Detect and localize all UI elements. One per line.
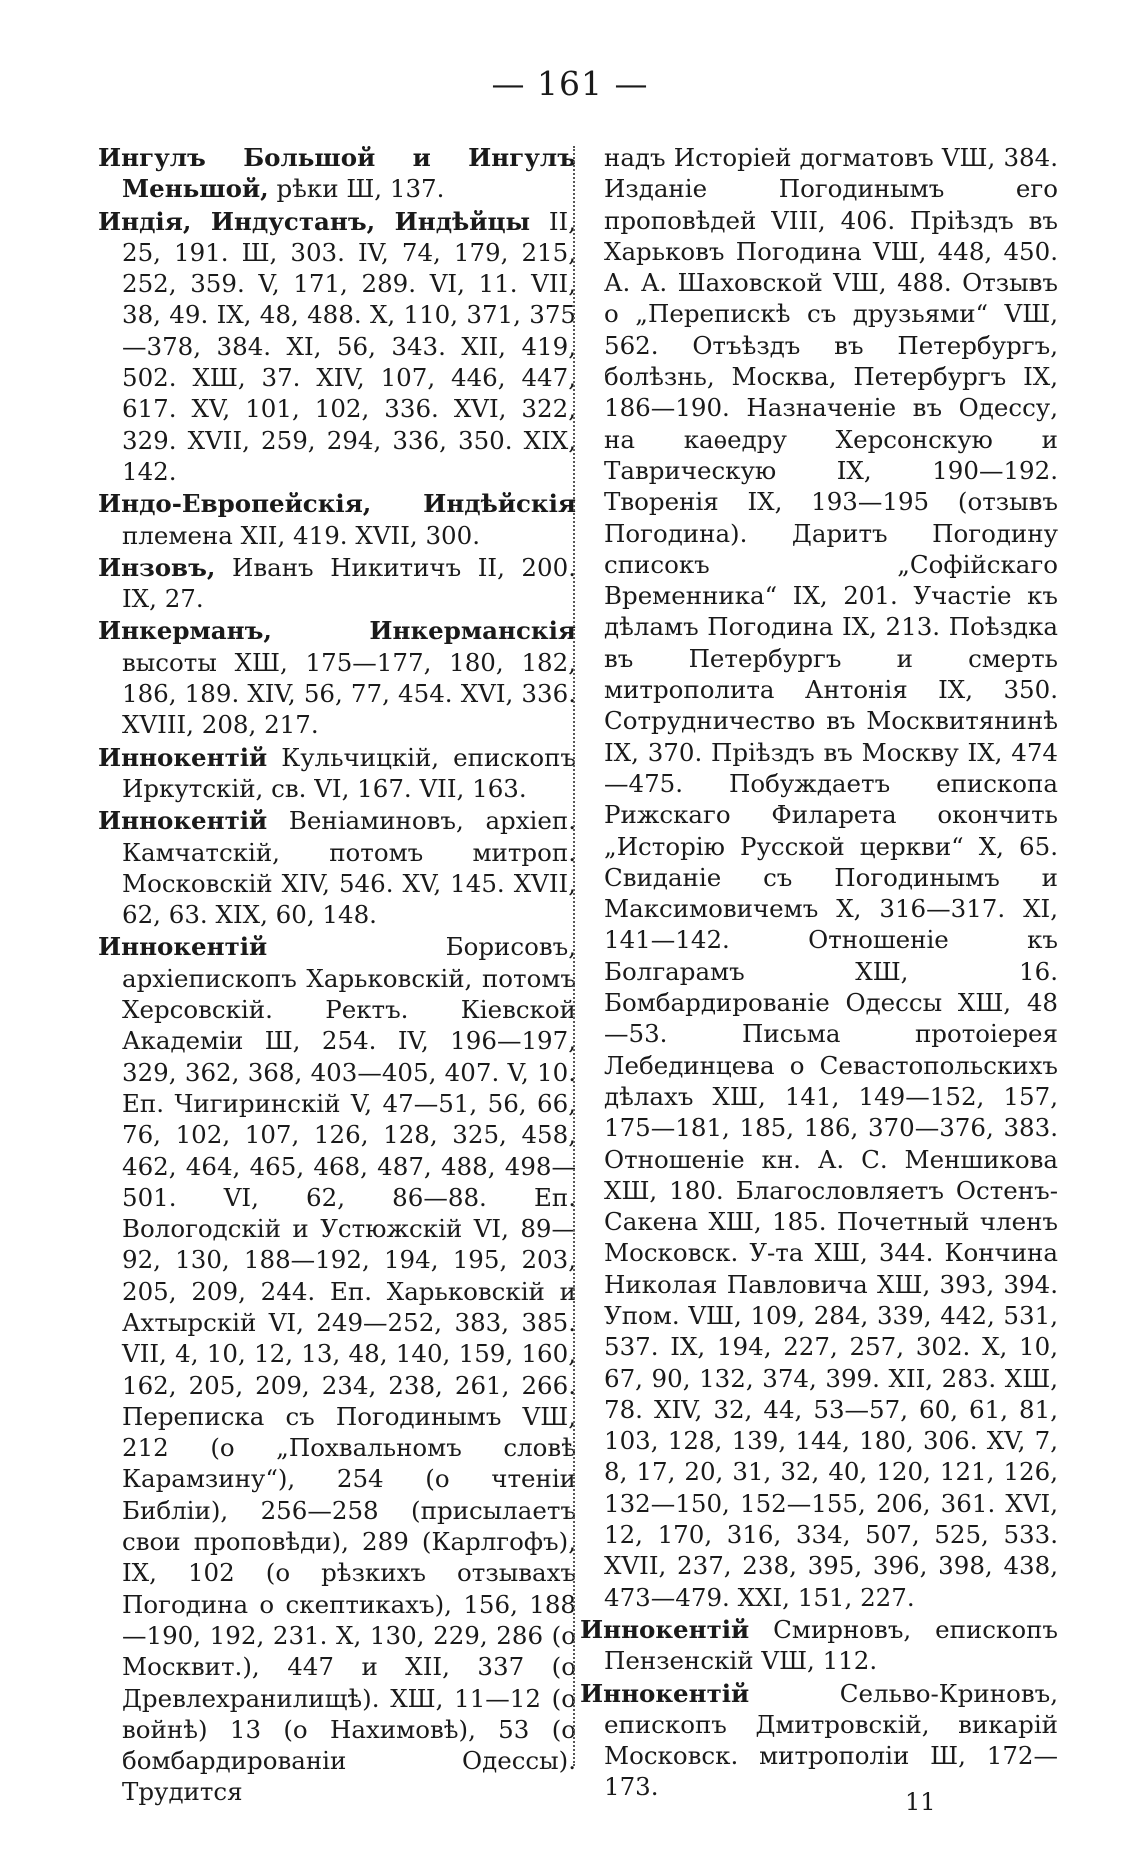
index-entry: Ингулъ Большой и Ингулъ Меньшой, рѣки Ш, 137.: [98, 143, 576, 204]
index-entry: Индо-Европейскія, Индѣйскія племена XII, 419. XVII, 300.: [98, 489, 576, 550]
page-number: — 161 —: [491, 64, 649, 103]
index-entry: Иннокентій Веніаминовъ, архіеп. Камчатскій, потомъ митроп. Московскій XIV, 546. XV, 145. XVII, 62, 63. XIX, 60, 148.: [98, 806, 576, 930]
index-entry: Иннокентій Смирновъ, епископъ Пензенскій VШ, 112.: [580, 1614, 1058, 1676]
right-column: [580, 142, 1058, 1804]
index-entry: Инзовъ, Иванъ Никитичъ II, 200. IX, 27.: [98, 552, 576, 614]
index-entry: Индія, Индустанъ, Индѣйцы II, 25, 191. Ш, 303. IV, 74, 179, 215, 252, 359. V, 171, 289. VI, 11. VII, 38, 49. IX, 48, 488. X, 110, 371, 375—378, 384. XI, 56, 343. XII, 419, 502. XШ, 37. XIV, 107, 446, 447, 617. XV, 101, 102, 336. XVI, 322, 329. XVII, 259, 294, 336, 350. XIX, 142.: [98, 206, 576, 486]
index-entry: Иннокентій Кульчицкій, епископъ Иркутскій, св. VI, 167. VII, 163.: [98, 742, 576, 803]
index-entry: Инкерманъ, Инкерманскія высоты XШ, 175—177, 180, 182, 186, 189. XIV, 56, 77, 454. XVI, 336. XVIII, 208, 217.: [98, 616, 576, 740]
index-entry-continued: надъ Исторіей догматовъ VШ, 384. Изданіе Погодинымъ его проповѣдей VIII, 406. Пріѣздъ въ Харьковъ Погодина VШ, 448, 450. А. А. Шаховской VШ, 488. Отзывъ о „Перепискѣ съ друзьями“ VШ, 562. Отъѣздъ въ Петербургъ, болѣзнь, Москва, Петербургъ IX, 186—190. Назначеніе въ Одессу, на каѳедру Херсонскую и Таврическую IX, 190—192. Творенія IX, 193—195 (отзывъ Погодина). Даритъ Погодину списокъ „Софійскаго Временника“ IX, 201. Участіе къ дѣламъ Погодина IX, 213. Поѣздка въ Петербургъ и смерть митрополита Антонія IX, 350. Сотрудничество въ Москвитянинѣ IX, 370. Пріѣздъ въ Москву IX, 474—475. Побуждаетъ епископа Рижскаго Филарета окончить „Исторію Русской церкви“ X, 65. Свиданіе съ Погодинымъ и Максимовичемъ X, 316—317. XI, 141—142. Отношеніе къ Болгарамъ XШ, 16. Бомбардированіе Одессы XШ, 48—53. Письма протоіерея Лебединцева о Севастопольскихъ дѣлахъ XШ, 141, 149—152, 157, 175—181, 185, 186, 370—376, 383. Отношеніе кн. А. С. Меншикова XШ, 180. Благословляетъ Остенъ-Сакена XШ, 185. Почетный членъ Московск. У-та XШ, 344. Кончина Николая Павловича XШ, 393, 394. Упом. VШ, 109, 284, 339, 442, 531, 537. IX, 194, 227, 257, 302. X, 10, 67, 90, 132, 374, 399. XII, 283. XШ, 78. XIV, 32, 44, 53—57, 60, 61, 81, 103, 128, 139, 144, 180, 306. XV, 7, 8, 17, 20, 31, 32, 40, 120, 121, 126, 132—150, 152—155, 206, 361. XVI, 12, 170, 316, 334, 507, 525, 533. XVII, 237, 238, 395, 396, 398, 438, 473—479. XXI, 151, 227.: [604, 143, 1058, 1612]
left-column: [98, 142, 576, 1809]
signature-mark: 11: [905, 1788, 936, 1816]
index-entry: Иннокентій Борисовъ, архіепископъ Харьковскій, потомъ Херсовскій. Ректъ. Кіевской Академіи Ш, 254. IV, 196—197, 329, 362, 368, 403—405, 407. V, 10. Еп. Чигиринскій V, 47—51, 56, 66, 76, 102, 107, 126, 128, 325, 458, 462, 464, 465, 468, 487, 488, 498—501. VI, 62, 86—88. Еп. Вологодскій и Устюжскій VI, 89—92, 130, 188—192, 194, 195, 203, 205, 209, 244. Еп. Харьковскій и Ахтырскій VI, 249—252, 383, 385. VII, 4, 10, 12, 13, 48, 140, 159, 160, 162, 205, 209, 234, 238, 261, 266. Переписка съ Погодинымъ VШ, 212 (о „Похвальномъ словѣ Карамзину“), 254 (о чтеніи Библіи), 256—258 (присылаетъ свои проповѣди), 289 (Карлгофъ), IX, 102 (о рѣзкихъ отзывахъ Погодина о скептикахъ), 156, 188—190, 192, 231. X, 130, 229, 286 (о Москвит.), 447 и XII, 337 (о Древлехранилищѣ). XШ, 11—12 (о войнѣ) 13 (о Нахимовѣ), 53 (о бомбардированіи Одессы). Трудится: [98, 932, 576, 1807]
column-divider: [573, 146, 575, 1766]
index-entry: Иннокентій Сельво-Криновъ, епископъ Дмитровскій, викарій Московск. митрополіи Ш, 172—173.: [580, 1678, 1058, 1802]
